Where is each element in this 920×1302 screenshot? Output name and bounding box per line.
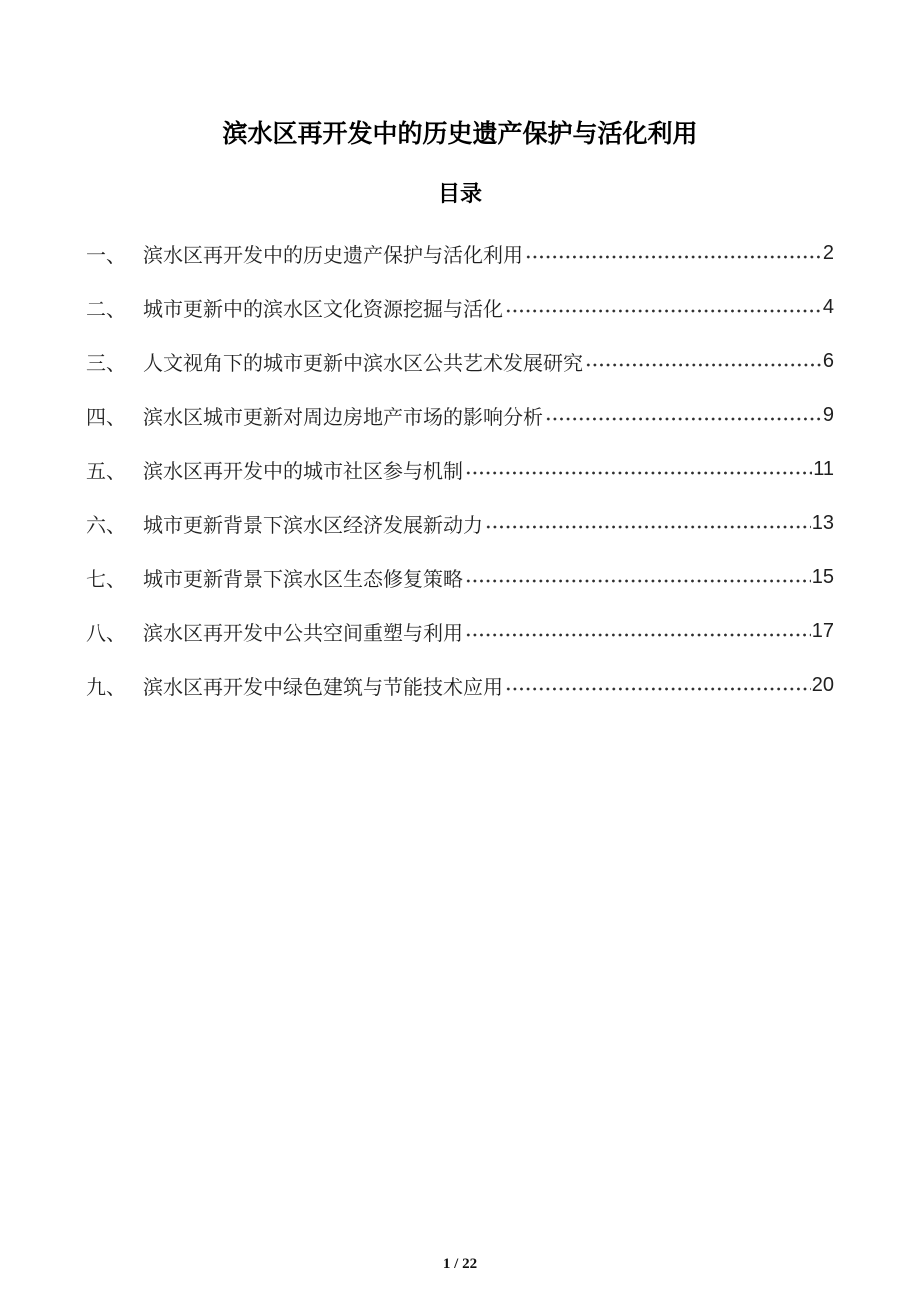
dot-leader	[465, 550, 811, 604]
dot-leader	[505, 658, 811, 712]
page-footer	[0, 1256, 920, 1273]
dot-leader	[585, 334, 822, 388]
toc-entry-page-number: 4	[822, 295, 834, 318]
dot-leader	[465, 442, 812, 496]
toc-entry-page-number: 15	[811, 565, 834, 588]
dot-leader	[525, 226, 822, 280]
toc-entry-title: 人文视角下的城市更新中滨水区公共艺术发展研究	[143, 352, 583, 375]
toc-entry-number: 九、	[86, 676, 126, 699]
toc-heading: 目录	[437, 181, 482, 206]
toc-entry-number: 六、	[86, 514, 126, 537]
toc-entry-number: 四、	[86, 406, 126, 429]
dot-leader	[505, 280, 822, 334]
toc-entry-page-number: 17	[811, 619, 834, 642]
toc-entry-number: 一、	[86, 244, 126, 267]
toc-entry-title: 城市更新背景下滨水区经济发展新动力	[143, 514, 483, 537]
toc-entry-number: 二、	[86, 298, 126, 321]
toc-entry-page-number: 11	[813, 457, 834, 480]
toc-entry-page-number: 2	[822, 241, 834, 264]
dot-leader	[545, 388, 822, 442]
toc-entry-title: 滨水区再开发中公共空间重塑与利用	[143, 622, 463, 645]
toc-entry-title: 滨水区再开发中绿色建筑与节能技术应用	[143, 676, 503, 699]
toc-entry-title: 滨水区再开发中的历史遗产保护与活化利用	[143, 244, 523, 267]
toc-entry-5[interactable]	[86, 442, 834, 496]
toc-entry-title: 城市更新背景下滨水区生态修复策略	[143, 568, 463, 591]
toc-entry-7[interactable]	[86, 550, 834, 604]
toc-entry-page-number: 20	[811, 673, 834, 696]
page-title: 滨水区再开发中的历史遗产保护与活化利用	[222, 120, 698, 148]
toc-entry-title: 滨水区城市更新对周边房地产市场的影响分析	[143, 406, 543, 429]
table-of-contents	[86, 226, 834, 712]
toc-entry-3[interactable]	[86, 334, 834, 388]
dot-leader	[485, 496, 811, 550]
toc-entry-title: 城市更新中的滨水区文化资源挖掘与活化	[143, 298, 503, 321]
toc-entry-8[interactable]	[86, 604, 834, 658]
toc-entry-4[interactable]	[86, 388, 834, 442]
page-number-indicator: 1 / 22	[442, 1256, 478, 1272]
dot-leader	[465, 604, 811, 658]
toc-entry-title: 滨水区再开发中的城市社区参与机制	[143, 460, 463, 483]
toc-entry-1[interactable]	[86, 226, 834, 280]
toc-entry-page-number: 13	[811, 511, 834, 534]
toc-entry-number: 七、	[86, 568, 126, 591]
toc-entry-page-number: 6	[822, 349, 834, 372]
toc-entry-number: 五、	[86, 460, 126, 483]
toc-entry-6[interactable]	[86, 496, 834, 550]
toc-entry-number: 三、	[86, 352, 126, 375]
toc-entry-page-number: 9	[822, 403, 834, 426]
toc-entry-2[interactable]	[86, 280, 834, 334]
toc-entry-9[interactable]	[86, 658, 834, 712]
toc-entry-number: 八、	[86, 622, 126, 645]
